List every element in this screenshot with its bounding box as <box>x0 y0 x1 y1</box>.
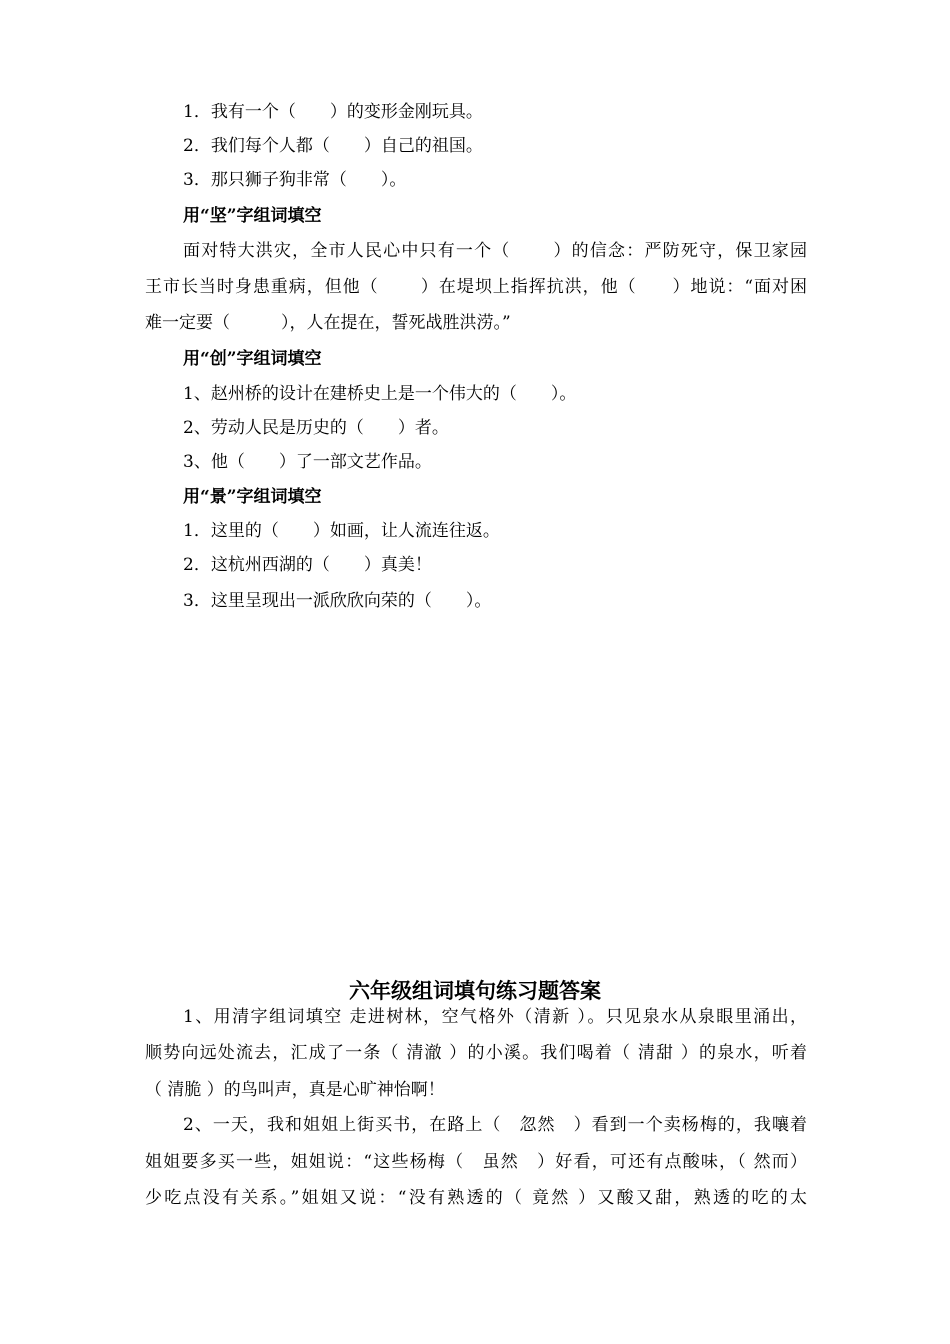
list-item: 2．我们每个人都（ ）自己的祖国。 <box>183 136 483 156</box>
section-heading-jing: 用“景”字组词填空 <box>183 487 322 507</box>
list-item: 3．那只狮子狗非常（ ）。 <box>183 170 407 190</box>
paragraph-line: 姐姐要多买一些，姐姐说：“这些杨梅（ 虽然 ）好看，可还有点酸味，（ 然而） <box>145 1152 807 1172</box>
paragraph-line: 王市长当时身患重病，但他（ ）在堤坝上指挥抗洪，他（ ）地说：“面对困 <box>145 277 807 297</box>
paragraph-line: 少吃点没有关系。”姐姐又说：“没有熟透的（ 竟然 ）又酸又甜，熟透的吃的太 <box>145 1188 807 1208</box>
section-heading-chuang: 用“创”字组词填空 <box>183 349 322 369</box>
list-item: 3．这里呈现出一派欣欣向荣的（ ）。 <box>183 591 492 611</box>
answers-title: 六年级组词填句练习题答案 <box>349 978 601 1003</box>
section-heading-jian: 用“坚”字组词填空 <box>183 206 322 226</box>
list-item: 1、赵州桥的设计在建桥史上是一个伟大的（ ）。 <box>183 384 577 404</box>
paragraph-line: 面对特大洪灾，全市人民心中只有一个（ ）的信念：严防死守，保卫家园 <box>183 241 807 261</box>
paragraph-line: 2、一天，我和姐姐上街买书，在路上（ 忽然 ）看到一个卖杨梅的，我嚷着 <box>183 1115 807 1135</box>
paragraph-line: （ 清脆 ）的鸟叫声，真是心旷神怡啊！ <box>145 1080 445 1100</box>
paragraph-line: 顺势向远处流去，汇成了一条（ 清澈 ）的小溪。我们喝着（ 清甜 ）的泉水，听着 <box>145 1043 807 1063</box>
list-item: 2、劳动人民是历史的（ ）者。 <box>183 418 449 438</box>
paragraph-line: 难一定要（ ），人在提在，誓死战胜洪涝。” <box>145 313 511 333</box>
paragraph-line: 1、用清字组词填空 走进树林，空气格外（清新 ）。只见泉水从泉眼里涌出， <box>183 1007 807 1027</box>
list-item: 1．这里的（ ）如画，让人流连往返。 <box>183 521 500 541</box>
list-item: 1．我有一个（ ）的变形金刚玩具。 <box>183 102 483 122</box>
list-item: 3、他（ ）了一部文艺作品。 <box>183 452 432 472</box>
list-item: 2．这杭州西湖的（ ）真美！ <box>183 555 432 575</box>
